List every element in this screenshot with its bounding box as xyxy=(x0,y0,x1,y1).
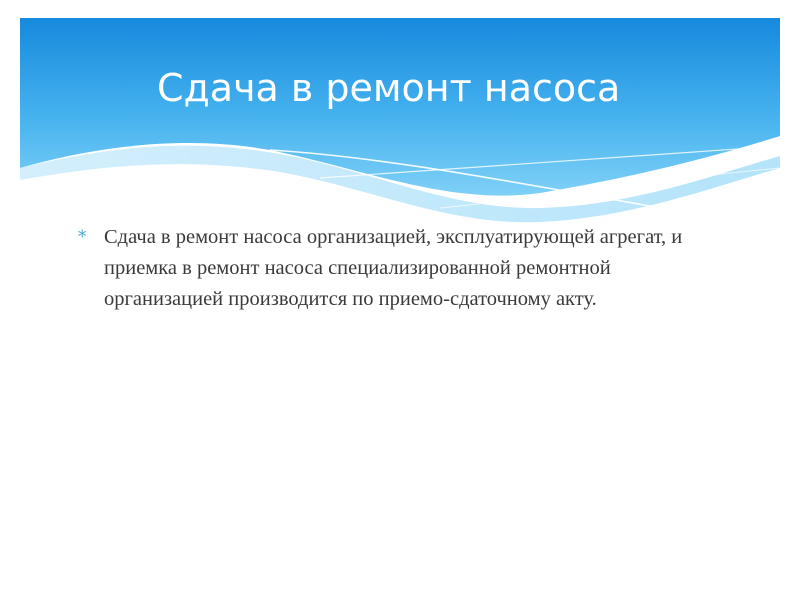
slide-body xyxy=(78,222,698,315)
bullet-item xyxy=(78,222,698,315)
slide-title: Сдача в ремонт насоса xyxy=(157,66,621,110)
header-wave-background xyxy=(20,18,780,228)
bullet-text: Сдача в ремонт насоса организацией, эксплуатирующей агрегат, и приемка в ремонт насоса специализированной ремонтной организацией производится по приемо-сдаточному акту. xyxy=(104,226,683,310)
bullet-asterisk-icon: * xyxy=(78,227,87,247)
